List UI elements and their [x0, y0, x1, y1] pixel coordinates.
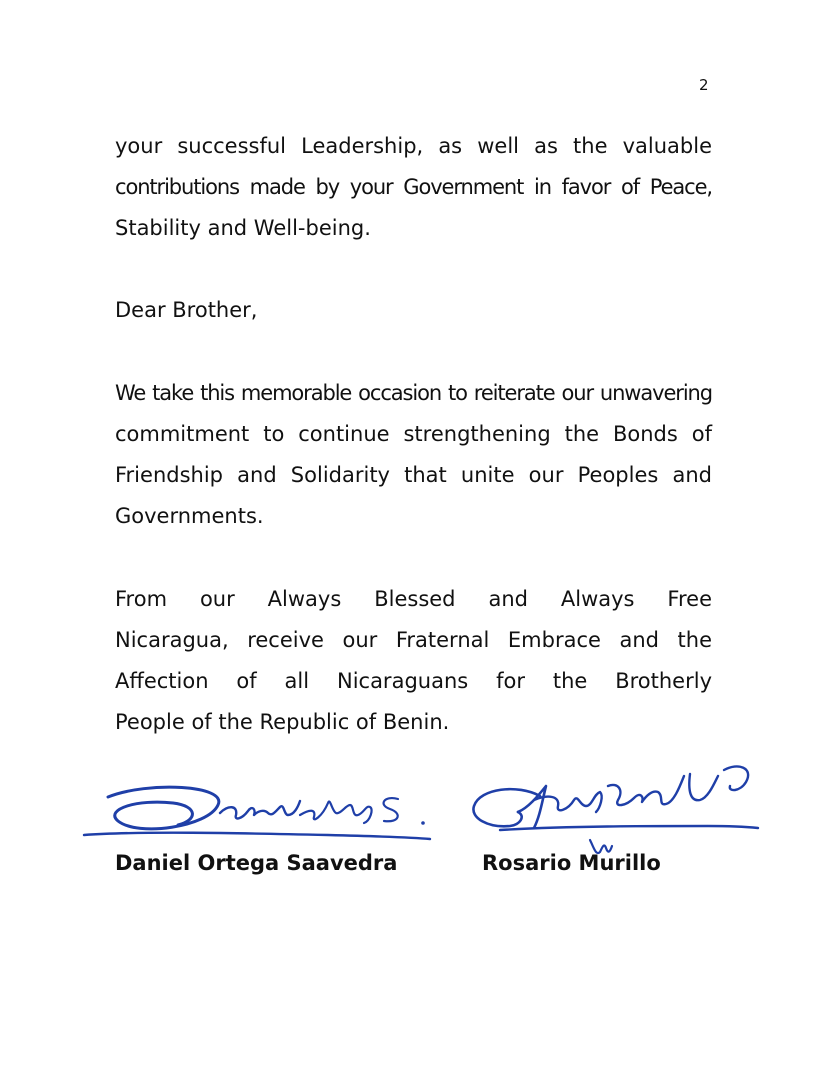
letter-paragraph-commitment: [115, 373, 712, 537]
text-line: People of the Republic of Benin.: [115, 710, 450, 734]
text-line: Nicaragua, receive our Fraternal Embrace and the: [115, 628, 712, 652]
text-line: Dear Brother,: [115, 298, 258, 322]
letter-salutation: [115, 290, 712, 331]
text-line: Stability and Well-being.: [115, 216, 371, 240]
text-line: Affection of all Nicaraguans for the Brotherly: [115, 669, 712, 693]
letter-paragraph-closing-praise: [115, 126, 712, 249]
text-line: your successful Leadership, as well as the valuable: [115, 134, 712, 158]
text-line: Governments.: [115, 504, 264, 528]
signature-rosario-murillo: [468, 756, 763, 866]
text-line: Friendship and Solidarity that unite our Peoples and: [115, 463, 712, 487]
signature-daniel-ortega: [78, 775, 448, 855]
text-line: From our Always Blessed and Always Free: [115, 587, 712, 611]
signer-name-rosario-murillo: Rosario Murillo: [482, 851, 661, 875]
text-line: contributions made by your Government in favor of Peace,: [115, 175, 712, 199]
text-line: commitment to continue strengthening the Bonds of: [115, 422, 712, 446]
signer-name-daniel-ortega: Daniel Ortega Saavedra: [115, 851, 398, 875]
text-line: We take this memorable occasion to reiterate our unwavering: [115, 381, 712, 405]
page-number: 2: [699, 76, 709, 94]
letter-paragraph-embrace: [115, 579, 712, 743]
